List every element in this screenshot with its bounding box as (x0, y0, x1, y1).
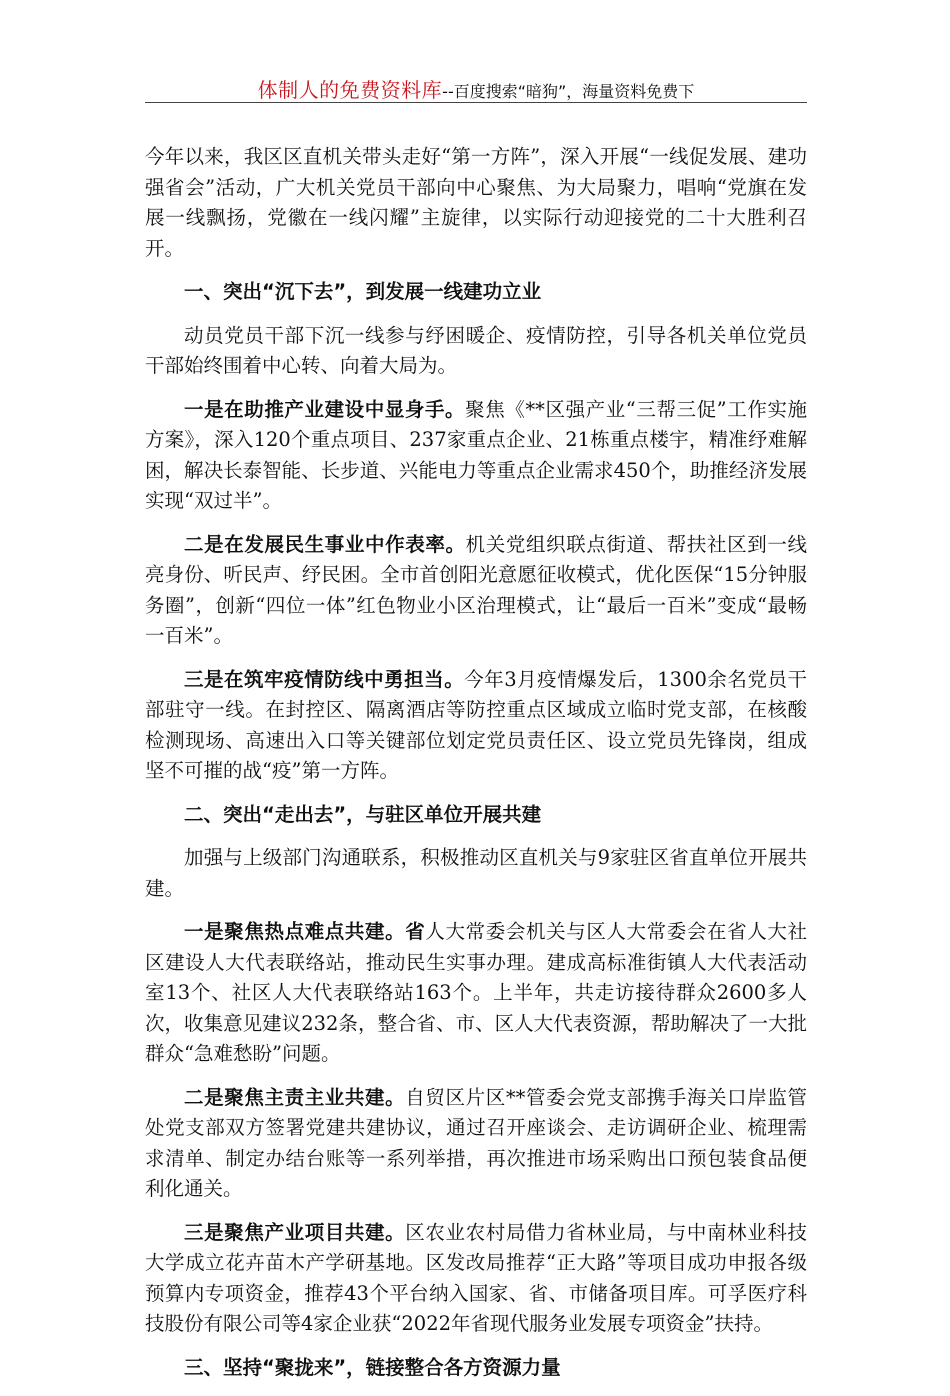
item-text: 自贸区片区**管委会党支部携手海关口岸监管处党支部双方签署党建共建协议，通过召开座谈会、走访调研企业、梳理需求清单、制定办结台账等一系列举措，再次推进市场采购出口预包装食品便利化通关。 (145, 1085, 807, 1200)
section-2-lead: 加强与上级部门沟通联系，积极推动区直机关与9家驻区省直单位开展共建。 (145, 846, 807, 900)
section-2-heading: 二、突出“走出去”，与驻区单位开展共建 (184, 802, 542, 826)
section-2-item-3 (145, 1218, 807, 1340)
item-title: 三是在筑牢疫情防线中勇担当。 (184, 667, 465, 691)
item-text: 人大常委会机关与区人大常委会在省人大社区建设人大代表联络站，推动民生实事办理。建成高标准街镇人大代表活动室13个、社区人大代表联络站163个。上半年，共走访接待群众2600多人次，收集意见建议232条，整合省、市、区人大代表资源，帮助解决了一大批群众“急难愁盼”问题。 (145, 920, 807, 1065)
section-1-lead: 动员党员干部下沉一线参与纾困暖企、疫情防控，引导各机关单位党员干部始终围着中心转、向着大局为。 (145, 323, 807, 377)
section-1-item-3 (145, 665, 807, 787)
section-2-item-2 (145, 1083, 807, 1205)
page-header (145, 74, 807, 103)
item-text: 机关党组织联点街道、帮扶社区到一线亮身份、听民声、纾民困。全市首创阳光意愿征收模式，优化医保“15分钟服务圈”，创新“四位一体”红色物业小区治理模式，让“最后一百米”变成“最畅一百米”。 (145, 532, 807, 647)
item-title: 一是在助推产业建设中显身手。 (184, 397, 466, 421)
item-title: 二是在发展民生事业中作表率。 (184, 532, 466, 556)
header-tagline: --百度搜索“暗狗”，海量资料免费下 (442, 82, 695, 101)
item-title: 一是聚焦热点难点共建。省 (184, 920, 426, 943)
section-3-heading: 三、坚持“聚拢来”，链接整合各方资源力量 (184, 1355, 561, 1379)
intro-paragraph: 今年以来，我区区直机关带头走好“第一方阵”，深入开展“一线促发展、建功强省会”活动，广大机关党员干部向中心聚焦、为大局聚力，唱响“党旗在发展一线飘扬，党徽在一线闪耀”主旋律，以实际行动迎接党的二十大胜利召开。 (145, 145, 807, 260)
section-1-heading: 一、突出“沉下去”，到发展一线建功立业 (184, 280, 542, 303)
item-text: 今年3月疫情爆发后，1300余名党员干部驻守一线。在封控区、隔离酒店等防控重点区域成立临时党支部，在核酸检测现场、高速出入口等关键部位划定党员责任区、设立党员先锋岗，组成坚不可摧的战“疫”第一方阵。 (145, 667, 807, 782)
item-title: 二是聚焦主责主业共建。 (184, 1085, 406, 1109)
section-2-item-1 (145, 917, 807, 1070)
item-title: 三是聚焦产业项目共建。 (184, 1220, 406, 1244)
section-1-item-1 (145, 395, 807, 517)
item-text: 区农业农村局借力省林业局，与中南林业科技大学成立花卉苗木产学研基地。区发改局推荐“正大路”等项目成功申报各级预算内专项资金，推荐43个平台纳入国家、省、市储备项目库。可孚医疗科技股份有限公司等4家企业获“2022年省现代服务业发展专项资金”扶持。 (145, 1220, 807, 1335)
document-body (145, 142, 807, 1396)
header-brand: 体制人的免费资料库 (257, 78, 443, 102)
section-1-item-2 (145, 530, 807, 652)
item-text: 聚焦《**区强产业“三帮三促”工作实施方案》，深入120个重点项目、237家重点企业、21栋重点楼宇，精准纾难解困，解决长泰智能、长步道、兴能电力等重点企业需求450个，助推经济发展实现“双过半”。 (145, 397, 807, 512)
